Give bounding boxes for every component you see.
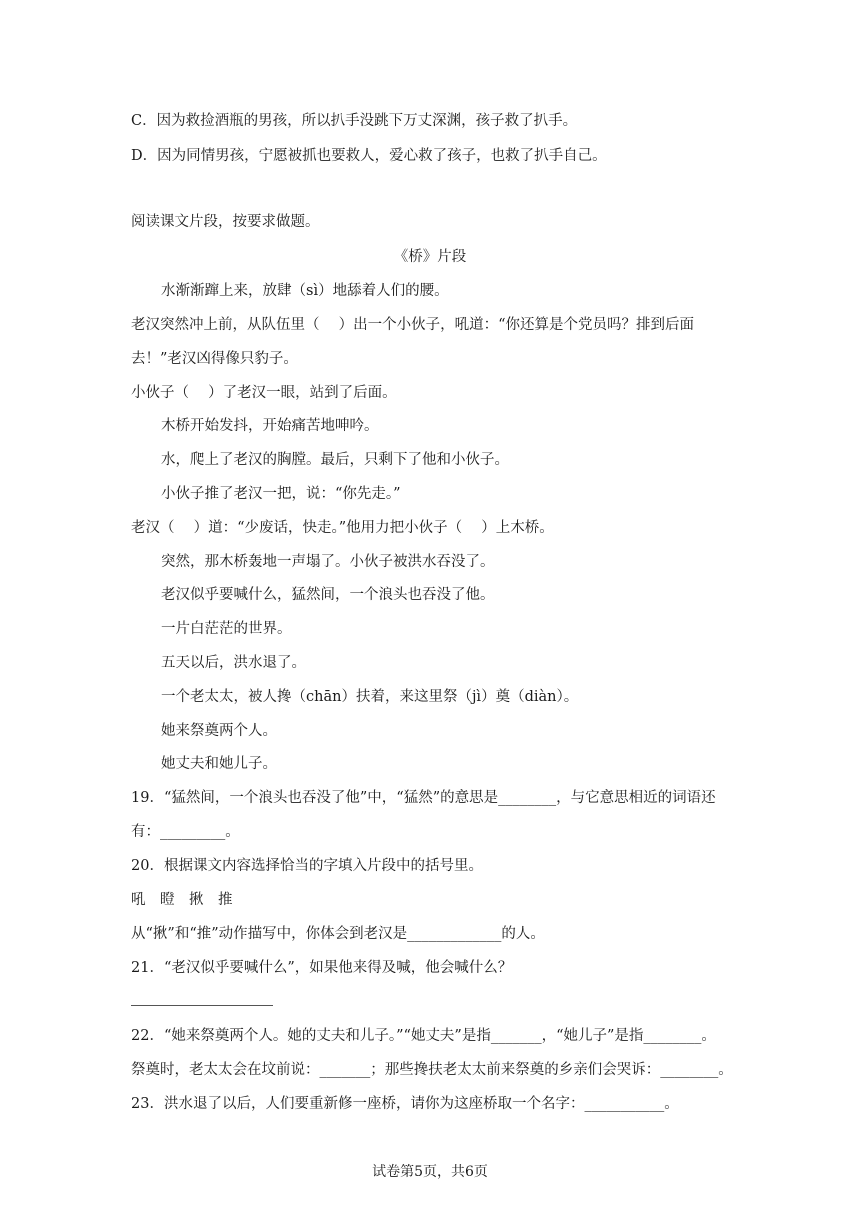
question-19: 19．“猛然间，一个浪头也吞没了他”中，“猛然”的意思是________，与它意思相近的词语还 [131,790,716,806]
answer-line [131,1005,273,1006]
option-d: D．因为同情男孩，宁愿被抓也要救人，爱心救了孩子，也救了扒手自己。 [131,148,607,164]
question-20: 20．根据课文内容选择恰当的字填入片段中的括号里。 [131,858,483,874]
passage-line: 水，爬上了老汉的胸膛。最后，只剩下了他和小伙子。 [161,452,509,468]
passage-line: 一个老太太，被人搀（chān）扶着，来这里祭（jì）奠（diàn）。 [161,689,579,705]
passage-line: 水渐渐蹿上来，放肆（sì）地舔着人们的腰。 [161,283,449,299]
passage-line: 她丈夫和她儿子。 [161,756,277,772]
passage-title: 《桥》片段 [393,249,467,265]
question-20-sub: 从“揪”和“推”动作描写中，你体会到老汉是_____________的人。 [131,926,545,942]
passage-line: 五天以后，洪水退了。 [161,655,306,671]
question-23: 23．洪水退了以后，人们要重新修一座桥，请你为这座桥取一个名字：___________。 [131,1096,679,1112]
passage-line: 木桥开始发抖，开始痛苦地呻吟。 [161,418,379,434]
option-c: C．因为救捡酒瓶的男孩，所以扒手没跳下万丈深渊，孩子救了扒手。 [131,113,578,129]
passage-line: 小伙子（ ）了老汉一眼，站到了后面。 [131,385,397,401]
question-22-continued: 祭奠时，老太太会在坟前说：_______；那些搀扶老太太前来祭奠的乡亲们会哭诉：________。 [131,1062,733,1078]
passage-line: 一片白茫茫的世界。 [161,621,292,637]
question-21: 21．“老汉似乎要喊什么”，如果他来得及喊，他会喊什么？ [131,960,513,976]
passage-line: 老汉（ ）道：“少废话，快走。”他用力把小伙子（ ）上木桥。 [131,520,554,536]
page-footer: 试卷第5页，共6页 [372,1164,488,1180]
passage-line: 老汉突然冲上前，从队伍里（ ）出一个小伙子，吼道：“你还算是个党员吗？排到后面 [131,317,695,333]
question-19-continued: 有：_________。 [131,824,240,840]
question-22: 22．“她来祭奠两个人。她的丈夫和儿子。”“她丈夫”是指_______，“她儿子”是指________。 [131,1028,716,1044]
reading-instruction: 阅读课文片段，按要求做题。 [131,214,320,230]
question-20-word-choices: 吼 瞪 揪 推 [131,892,233,908]
passage-line: 去！”老汉凶得像只豹子。 [131,351,298,367]
passage-line: 她来祭奠两个人。 [161,723,277,739]
passage-line: 老汉似乎要喊什么，猛然间，一个浪头也吞没了他。 [161,587,495,603]
passage-line: 突然，那木桥轰地一声塌了。小伙子被洪水吞没了。 [161,554,495,570]
passage-line: 小伙子推了老汉一把，说：“你先走。” [161,486,401,502]
